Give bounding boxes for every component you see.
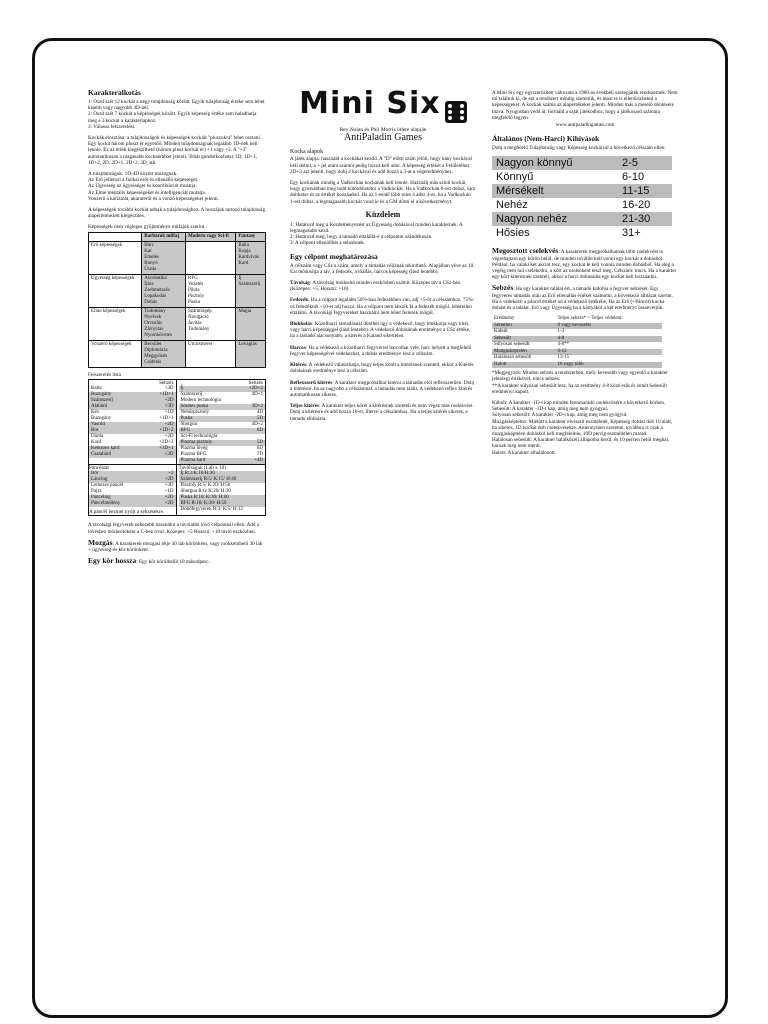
armor-row-name: Páncéling xyxy=(91,495,111,501)
genre-modern-cell xyxy=(185,241,235,274)
difficulty-row xyxy=(492,184,672,198)
armor-row-value: +2D xyxy=(164,477,174,483)
damage-note: *Megjegyzés: Minden sebzés a rendszerben, mely kevesebb vagy egyenlő a karakter jelenlegi értékével, nincs sebzés. **A karakter súlyosan sebesült lesz, ha az eredmény 4-8 közé esik és ismét Sebesült eredményt kapott. xyxy=(492,370,668,395)
armor-row-value: +2 xyxy=(168,471,174,477)
genre-header-row xyxy=(89,232,266,241)
weapon-row-value: 5D xyxy=(256,416,263,422)
genre-barbarian-cell: Becsület Diplomácia Meggyőzés Csábítás xyxy=(142,340,186,367)
weapon-row-value: 5D xyxy=(256,440,263,446)
difficulty-number: 2-5 xyxy=(618,156,672,170)
weapon-row-name: Buzogány xyxy=(91,392,112,398)
melee-label: Harcos xyxy=(290,344,306,351)
difficulty-row xyxy=(492,198,672,212)
genre-modern-cell: Számítógép Navigáció Javítás Tudomány xyxy=(185,307,235,340)
weapon-row-value: 7D xyxy=(256,452,263,458)
genre-modern-cell: BFG Vezetés Pilóta Pisztoly Puska xyxy=(185,274,235,307)
dodge-text: : A védekező választhatja, hogy teljes körét a kitérésnek szenteli, ekkor a Kitérés dobásának eredménye lesz a célszám. xyxy=(290,362,474,375)
turn-text: : Egy kör körülbelül 10 másodperc. xyxy=(136,559,210,566)
genre-row xyxy=(89,340,266,367)
armor-row-name: Bőr xyxy=(91,471,99,477)
genre-fantasy-cell: Íj Számszeríj xyxy=(236,274,266,307)
company-name: AntiPaladin Games xyxy=(343,132,423,144)
armor-list xyxy=(89,471,176,507)
difficulty-number: 11-15 xyxy=(618,184,672,198)
ranged-note: A távolsági fegyverek nehezebb használni a távolabbi lövő célpontnál ellen. Add a lövéshez módosítóként a C-hez irval: Közepes: +5 Hosszú: +10 távol eszközben. xyxy=(88,522,260,535)
weapons-right-list xyxy=(179,386,266,464)
difficulty-text: Dobj a megfelelő Tulajdonság vagy Képesség kockáival a következő célszám ellen: xyxy=(492,145,666,152)
armor-row-value: +1D xyxy=(164,489,174,495)
weapon-row-value: +4D xyxy=(254,458,263,464)
range-list xyxy=(179,471,266,513)
equipment-table xyxy=(88,379,266,465)
full-dodge-rule xyxy=(290,403,476,422)
difficulty-name: Nagyon nehéz xyxy=(492,212,618,226)
weapon-row-value: +1D+2 xyxy=(159,428,174,434)
difficulty-number: 6-10 xyxy=(622,171,645,184)
difficulty-title: Általános (Nem-Harci) Kihívások xyxy=(492,134,600,144)
block-text: : Közelharci támadásnál dönthet úgy a védekező, hogy blokkolja vagy kitér, vagy harci képességgel (lásd lentebb). A védekező dobásának eredménye a CSz értéke, ha a támadó alacsonyabb, a kitérés a Kaland sikertelen. xyxy=(290,321,471,340)
weapon-row-name: Vasrúd xyxy=(91,422,105,428)
damage-range: 1-3 xyxy=(557,329,565,335)
range-rule xyxy=(290,280,476,292)
range-text: : A távolság módosító minden eszközben számít. Közepes táv a CSz-hez. (Közepes: +5, Hosszú: +10) xyxy=(290,280,462,293)
damage-result: Halott xyxy=(492,362,556,369)
difficulty-number: 16-20 xyxy=(622,199,651,212)
genre-attr-cell: Vonzerő képességek xyxy=(89,340,142,367)
turn-label: Egy kör hossza xyxy=(88,556,137,566)
weapons-left-list xyxy=(89,386,176,458)
genre-barbarian-cell: Akrobatika Íjász Zsebmetszés Lopakodás Dobás xyxy=(142,274,186,307)
dodge-label: Kitérés xyxy=(290,362,307,369)
damage-label: Sebzés xyxy=(492,283,514,293)
genre-fantasy-cell: Mágia xyxy=(236,307,266,340)
armor-row-name: Lemezes páncél xyxy=(91,483,124,489)
attributes-text: A tulajdonságok: 1D-4D között mozognak. Az Erő jellemzi a fizikai erőt és ellenálló képességet. Az Ügyesség az ügyességet és koordinációt mutatja. Az Elme mentális képességeket és intelligenciát mutatja. Vonzerő a karizmát, akaraterőt és a vonzó képességeket jelenti. xyxy=(88,171,219,202)
status-effects: Kábult: A karakter -1D-t kap minden fennmaradó cselekvésére a következő körben. Sebesült: A karakter -1D-t kap, amíg meg nem gyógyul. Súlyosan sebesült: A karakter -2D-t kap, amíg meg nem gyógyul. Mozgásképtelen: Mielőtt a karakter elveszíti eszméletét, Képesség dobást dob 10 alatt, ha sikeres, 1D kockát dob cselekvésekre. Amennyiben szeretné, továbbra is csak a mozgásképtelen dobásból kell megfelelnie, 10D percig eszméletlen marad. Halálosan sebesült: A karakter halálközeli állapotba kerül, és 10 percen belül meghal, hacsak meg nem menti. Halott: A karakter elhalálozott. xyxy=(492,400,673,456)
genre-row xyxy=(89,307,266,340)
damage-range: 9-12 xyxy=(556,349,663,356)
difficulty-row xyxy=(492,170,672,184)
damage-range: 4-8** xyxy=(557,342,570,348)
weapon-row-value: 3D+2 xyxy=(251,404,263,410)
armor-row-name: Láncing xyxy=(91,477,108,483)
reflex-rule xyxy=(290,380,476,399)
range-label: Távolság xyxy=(290,280,310,287)
armor-range-table xyxy=(88,465,266,516)
equipment-caption: Felszerelés lista xyxy=(88,371,121,378)
weapon-row-value: +2D xyxy=(164,434,174,440)
weapon-row-value: +3D xyxy=(164,452,174,458)
weapon-row-name: Modern technológia xyxy=(180,398,221,404)
genre-fantasy-cell: Balta Kopja Kardvívás Kard xyxy=(236,241,266,274)
char-title: Karakteralkotás xyxy=(88,88,141,97)
skills-text: A képességek további kockát adnak a tulajdonsághoz. A hozzájuk tartozó tulajdonság alapértelmezett kiegészítés. xyxy=(88,207,266,220)
difficulty-name: Mérsékelt xyxy=(492,184,618,198)
range-row-text: Számszeríj R:5/ K:15/ H:40 xyxy=(180,477,237,483)
difficulty-name: Könnyű xyxy=(496,171,534,184)
reflex-label: Reflexszerű kitérés xyxy=(290,379,333,386)
genre-header-cell: Barbárok műfaj xyxy=(142,232,186,241)
range-row-text: Shotgun R:6/ K:20/ H:30 xyxy=(180,489,231,495)
weapon-row-name: Kard xyxy=(91,440,101,446)
weapon-row xyxy=(89,452,176,458)
armor-note: A páncél bezmet nyújt a sebzésekre. xyxy=(89,509,165,516)
difficulty-row xyxy=(492,156,672,170)
weapon-row-value: +1D+1 xyxy=(159,416,174,422)
weapon-row-name: Bot xyxy=(91,428,99,434)
full-dodge-text: : A karakter teljes körét a kitérésnek szenteli és nem végez más cselekvést. Dobj a kitérésre és add hozzá 10-et, illetve a célszámhoz. Ha a teljes kitérés sikeres, a támadó elhibázta. xyxy=(290,403,474,422)
weapon-row-value: +3D+1 xyxy=(159,446,174,452)
genre-fantasy-cell: Lovaglás xyxy=(236,340,266,367)
weapon-row-name: Íj xyxy=(180,386,184,392)
difficulty-row xyxy=(492,226,672,240)
damage-header-cell: Teljes sebzés* = Teljes védelem: xyxy=(557,316,623,322)
char-steps: 1: Oszd szét 12 kockát a négy tulajdonság között. Egyik tulajdonság értéke sem lehet kisebb vagy nagyobb 4D-nél. 2: Oszd szét 7 kockát a képességek között. Egyik képesség értéke sem haladhatja meg a 3 kockát a karakterlaphoz. 3: Válassz felszerelést. xyxy=(88,99,265,130)
damage-header-cell: Eredmény xyxy=(494,316,515,322)
genre-row xyxy=(89,274,266,307)
melee-rule xyxy=(290,345,476,357)
cover-label: Fedezék xyxy=(290,297,309,304)
dice-basics-head: Kocka alapok xyxy=(290,149,324,156)
movement-text: : A karakterek mozgási tétje 30 lab körönként, vagy csökkenthető 30 lab + ügyesség-és kör körönként. xyxy=(88,540,263,554)
genre-barbarian-cell: Tudomány Nyelvek Orvoslás Zárnyitás Nyomkövetés xyxy=(142,307,186,340)
weapon-row-value: +2D+2 xyxy=(248,386,263,392)
genre-attr-cell: Erő képességek xyxy=(89,241,142,274)
weapon-row-name: Plazma lövég xyxy=(180,446,208,452)
target-heading: Egy célpont meghatározása xyxy=(290,251,378,261)
weapon-row-value: 4D+1 xyxy=(251,392,263,398)
combat-steps: 1: Határozd meg a Kezdeményezést az Ügyesség dobásával minden karakternek. A legmagasabb kezd. 2: Határozd meg, hogy a támadó eltalálta-e a célpontot szándékosan. 3: A célpont ellenállhat a sebzésnek. xyxy=(290,221,463,247)
genre-header-cell: Modern vagy Sci-fi xyxy=(185,232,235,241)
armor-row-value: +2D xyxy=(164,495,174,501)
weapon-row-name: Puska xyxy=(180,416,193,422)
weapon-row xyxy=(179,458,266,464)
difficulty-name: Nehéz xyxy=(496,199,528,212)
range-row-text: Dobófegyverek R:3/ K:5/ H:12 xyxy=(180,507,243,513)
cover-rule xyxy=(290,297,476,316)
armor-row-value: +2D xyxy=(164,501,174,507)
combat-title: Küzdelem xyxy=(365,209,401,219)
weapon-row-value: 4D+2 xyxy=(251,422,263,428)
armor-row xyxy=(89,501,176,507)
intro-text: A Mini Six egy egyszerűsített változata a 1980-as évekbeli szerepjáték rendszernek. Nem mi találtuk ki, de ezt a rendszert mindig szerettük, és most te is ellenőrizheted a képességeket. A kockák száma az alapértékeket jelenti. Minden más a mesélő döntésére bízva. Nyugodtan vedd át, formáld a saját játékodhoz, hogy a játékosaid számára megfelelő legyen. xyxy=(492,90,678,121)
damage-header-right: Sebzés xyxy=(248,379,263,386)
logo-text: Mini Six xyxy=(299,86,441,121)
credit-line: Rey Nolan és Phil Morris ötlete alapján xyxy=(339,126,427,133)
damage-result: Súlyosan sebesült xyxy=(494,342,530,348)
turn-rule xyxy=(88,558,266,565)
weapon-row-name: Buzogány xyxy=(91,416,112,422)
dice-basics-text: A játék alapja: használd a kockákat kezdd. A "D" előtti szám jelöli, hogy hány kockával kell dobni, a + jel utáni számot pedig hozzá kell adni. A képesség értékét a Felületéhez 2D+3 azt jelenti, hogy dobj 2 kockával és add hozzá a 3-at a végeredményhez. xyxy=(290,156,472,175)
damage-range: 4-8 xyxy=(556,336,663,343)
melee-text: : Ha a védekező a közelharci fegyverrel harcolhat vele, harc helyett a megfelelő fegyver képességével védekezhet, a dobás eredménye lesz a célszám. xyxy=(290,344,472,357)
range-row-text: Puska R:10/ K:30/ H:60 xyxy=(180,495,229,501)
weapon-row-value: 4D xyxy=(256,410,263,416)
weapon-row-name: Kétkezes kard xyxy=(91,446,120,452)
damage-header-left: Sebzés xyxy=(159,379,174,386)
movement-rule xyxy=(88,537,266,554)
column-right xyxy=(492,90,678,461)
damage-result: Sebesült xyxy=(492,336,556,343)
dice-distribution: Kockák elosztása: a tulajdonságok és képességek kockáit "pluszokra" lehet osztani. Egy kocka három pluszt ér egyenlő. Minden tulajdonságnak legalább 1D-nek kell lennie. Ez az érték kiegészíthető (három plusz kockát ér) +1 vagy +2. A "+3" automatikusan a magasabb kockaértéket jelenti. Tehát gondolkozhatsz 1D, 1D+1, 1D+2, 2D, 2D+1, 2D+2, 3D, stb. xyxy=(88,135,262,166)
range-row xyxy=(179,507,266,513)
difficulty-name: Hősies xyxy=(496,227,530,240)
wild-die-text: Egy kockának mindig a Vadkockán kockának kell lennie. Használj más színű kockát, hogy gyorsabban meg tudd különböztetni a Vadkockát. Ha a Vadkockán 6-ost dobsz, újra dobhatsz és az értékét hozzáadod. Ha az 1-esnél több mint 4 adsz 4-es, ha a Vadkockán 1-est dobsz, a legmagasabb kockát vond le és a GM dönti el a következményt. xyxy=(290,180,476,205)
reflex-text: : A karakter megpróbálhat kitérni a támadás elől reflexszerűen. Dobj a kitérésre, ha az nagyobb a célszámnál, a támadás nem talált. A védekező reflex kitérés automatikusan sikeres. xyxy=(290,379,475,398)
weapon-row-name: BFG xyxy=(180,428,191,434)
genre-header-cell xyxy=(89,232,142,241)
genre-table-caption: Képességek nem végleges gyűjteménye műfajok szerint xyxy=(88,224,205,231)
armor-row-name: Pajzs xyxy=(91,489,102,495)
genre-modern-cell: Utcaismeret xyxy=(185,340,235,367)
full-dodge-label: Teljes kitérés xyxy=(290,403,320,410)
cover-text: : Ha a célpont legalább 50%-ban fedezékben van, adj +5-öt a célszámhoz. 75%-os fedezéknél +10-et adj hozzá. Ha a célpont nem látszik ki a fedezék mögül, lehetetlen eltalálni. A távolsági fegyvereket használni nem lehet fedezék mögül. xyxy=(290,297,475,316)
damage-text: : Ha egy karakter találat ért, a támadó kidobja a fegyver sebzését. Egy fegyveres támadás után az Erő ellenállás értékét számolni, a következő táblázat szerint. Ha a védekező a páncél értékét ad a védekező értékébe, Ha az Erő (+Páncél) kocka dobást és a találat. Erő vagy Ügyesség ha a kártyából a két eredményt összevetjük. xyxy=(492,286,674,312)
range-caption: Távolságok (Lab x 10) xyxy=(178,465,226,472)
weapon-row-name: Dárda xyxy=(91,434,104,440)
block-rule xyxy=(290,321,476,340)
difficulty-number: 31+ xyxy=(622,227,641,240)
genre-row xyxy=(89,241,266,274)
weapon-row-value: +1D+1 xyxy=(159,392,174,398)
weapon-row-value: +2D xyxy=(164,398,174,404)
genre-header-cell: Fantasy xyxy=(236,232,266,241)
damage-range: 16 vagy több xyxy=(556,362,663,369)
genre-attr-cell: Ügyesség képességek xyxy=(89,274,142,307)
website-url: www.antipaladingames.com xyxy=(555,122,615,129)
weapon-row-value: 6D xyxy=(256,428,263,434)
weapon-row-name: Shotgun xyxy=(180,422,198,428)
damage-result: Mozgásképtelen xyxy=(492,349,556,356)
damage-result: Sértetlen xyxy=(492,323,556,330)
weapon-row-name: Kés xyxy=(91,410,99,416)
damage-range: 0 vagy kevesebb xyxy=(556,323,663,330)
armor-row-name: Páncélmellény xyxy=(91,501,121,507)
weapon-row-name: Alabárd xyxy=(91,404,108,410)
die-icon xyxy=(445,101,467,123)
weapon-row-name: Számszeríj xyxy=(91,398,113,404)
weapon-row-name: Balta xyxy=(91,386,102,392)
movement-label: Mozgás xyxy=(88,537,113,547)
weapon-row-name: Sci-Fi technológia xyxy=(180,434,218,440)
damage-result: Kábult xyxy=(494,329,508,335)
genre-attr-cell: Elme képességek xyxy=(89,307,142,340)
target-text: A célszám vagy CSz a szám, amely a támadás céljának tekinthető. Alapjában véve az 10. Ezt módosítja a táv, a fedezék, a lőállás, harcos képesség (lásd lentebb). xyxy=(290,262,475,275)
weapon-row-value: +2D+2 xyxy=(159,440,174,446)
weapon-row-value: +1D xyxy=(164,410,174,416)
armor-row-value: +3D xyxy=(164,483,174,489)
column-middle xyxy=(290,88,476,427)
weapon-row-name: Plazma pisztoly xyxy=(180,440,213,446)
multi-action-text: : A karakterek megpróbálhatnak több cselekvést is végrehajtani egy körön belül, de minden további kell vonni egy kockát a dobásból. Például, ha valaki két akciót tesz, egy kockát le kell vonnia minden dobásból. Ha elég a végéig nem tud cselekedni, a kört az utolsóként teszi meg. Célszám: nincs. Ha a karakter egy kört kitérésnek szenteli, akkor a harci dobásaiba egy kockát kell hozzáadni. xyxy=(492,249,677,281)
range-row-text: Pisztoly R:5/ K:20/ H:50 xyxy=(180,483,231,489)
damage-rule xyxy=(492,285,678,311)
damage-result: Halálosan sebesült xyxy=(494,355,532,361)
weapon-row-name: Sörétes puska xyxy=(180,404,209,410)
damage-range: 13-15 xyxy=(557,355,570,361)
genre-table xyxy=(88,232,266,368)
block-label: Blokkolás xyxy=(290,321,312,328)
difficulty-number: 21-30 xyxy=(618,212,672,226)
weapon-row-name: Nehézpisztoly xyxy=(180,410,210,416)
weapon-row-name: Plazma kard xyxy=(180,458,206,464)
weapon-row-value: 6D xyxy=(256,446,263,452)
multi-action-label: Megosztott cselekvés xyxy=(492,246,559,256)
genre-barbarian-cell: Harc Kar Emelés Bunyó Úszás xyxy=(142,241,186,274)
range-row-text: BFG R:10/ K:30/ H:50 xyxy=(180,501,227,507)
range-row-text: Íj R:3/K:10/H:30 xyxy=(180,471,215,477)
weapon-row-value: +3D xyxy=(164,404,174,410)
weapon-row-value: +3D xyxy=(164,386,174,392)
weapon-row-name: Csatabárd xyxy=(91,452,111,458)
weapon-row-value: +2D xyxy=(164,422,174,428)
armor-caption: Páncélzat xyxy=(89,465,109,472)
weapon-row-name: Plazma BFG xyxy=(180,452,207,458)
damage-results-table xyxy=(492,316,662,368)
column-left xyxy=(88,88,266,570)
weapon-row-name: Számszeríj xyxy=(180,392,203,398)
difficulty-table xyxy=(492,156,672,240)
multi-action-rule xyxy=(492,248,678,280)
difficulty-row xyxy=(492,212,672,226)
damage-row xyxy=(492,362,662,369)
difficulty-name: Nagyon könnyű xyxy=(492,156,618,170)
dodge-rule xyxy=(290,362,476,374)
logo xyxy=(290,88,476,123)
